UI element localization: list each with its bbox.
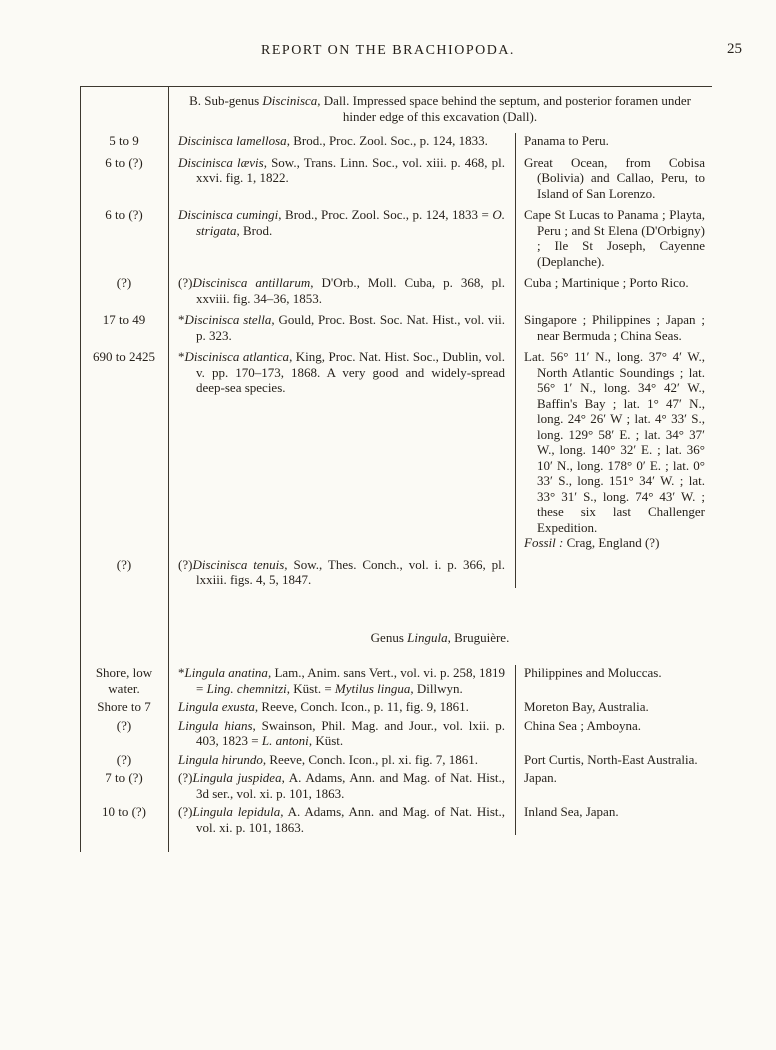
text-segment: Lat. 56° 11′ N., long. 37° 4′ W., North Atlantic Soundings ; lat. 56° 1′ N., long. 34° 42′ W., Baffin's Bay ; lat. 1° 47′ N., long. 24° 26′ W ; lat. 4° 33′ S., long. 129° 58′ E. ; lat. 34° 37′ W., long. 140° 32′ E. ; lat. 36° 10′ N., long. 178° 0′ E. ; lat. 0° 33′ S., long. 151° 34′ W. ; lat. 33° 31′ S., long. 74° 43′ W. ; these six last Challenger Expedition. [524,349,705,535]
description-text [178,699,505,715]
text-segment: , A. Adams, Ann. and Mag. of Nat. Hist., 3d ser., vol. xi. p. 101, 1863. [196,770,505,801]
text-segment: * [178,312,185,327]
table-row [80,133,712,149]
description-cell [168,557,515,588]
locality-text [524,718,705,734]
text-segment: , Küst. [308,733,344,748]
text-segment: , A. Adams, Ann. and Mag. of Nat. Hist., vol. xi. p. 101, 1863. [196,804,505,835]
table-row [80,155,712,202]
locality-cell [515,804,712,835]
locality-text [524,804,705,820]
description-cell [168,133,515,149]
text-segment: , Brod., Proc. Zool. Soc., p. 124, 1833 = [278,207,493,222]
locality-text [524,752,705,768]
text-segment: Lingula lepidula [192,804,281,819]
locality-text [524,535,705,551]
table-row [80,557,712,588]
text-segment: Fossil : [524,535,564,550]
table-row [80,207,712,269]
description-text [178,770,505,801]
text-segment: Discinisca lamellosa [178,133,287,148]
locality-cell [515,699,712,715]
locality-text [524,665,705,681]
description-text [178,804,505,835]
locality-text [524,770,705,786]
locality-text [524,133,705,149]
description-cell [168,275,515,306]
text-segment: , Gould, Proc. Bost. Soc. Nat. Hist., vol. vii. p. 323. [196,312,506,343]
locality-text [524,699,705,715]
page-number: 25 [727,41,742,57]
text-segment: Lingula [407,629,448,645]
text-segment: , Dillwyn. [410,680,463,696]
description-text [178,752,505,768]
text-segment: , Bruguière. [447,629,510,645]
table-row [80,312,712,343]
description-cell [168,207,515,269]
text-segment: Discinisca stella [184,312,272,327]
depth-cell: 6 to (?) [105,207,143,222]
description-text [178,557,505,588]
table-row [80,770,712,801]
text-segment: Discinisca cumingi [178,207,279,222]
depth-cell: Shore, low water. [95,665,153,696]
depth-cell: 690 to 2425 [92,349,156,364]
text-segment: Japan. [524,770,557,785]
locality-cell [515,557,712,588]
table-row [80,699,712,715]
text-segment: Inland Sea, Japan. [524,804,619,819]
description-cell [168,718,515,749]
locality-column-divider [515,665,516,835]
text-segment: (?) [178,770,193,785]
locality-cell [515,665,712,696]
locality-text [524,207,705,269]
locality-cell [515,718,712,749]
text-segment: Discinisca [262,93,318,108]
description-cell [168,665,515,696]
description-text [178,207,505,238]
text-segment: Crag, England (?) [563,535,660,550]
text-segment: Lingula hians [178,717,253,733]
text-segment: , Reeve, Conch. Icon., pl. xi. fig. 7, 1861. [262,751,479,767]
text-segment: (?) [178,804,193,819]
text-segment: * [178,349,185,364]
text-segment: Discinisca tenuis [192,556,285,572]
description-cell [168,752,515,768]
description-text [178,718,505,749]
genus-heading [168,594,712,666]
text-segment: * [178,665,185,680]
locality-cell [515,133,712,149]
description-text [178,155,505,186]
text-segment: Cape St Lucas to Panama ; Playta, Peru ; and St Elena (D'Orbigny) ; Ile St Joseph, Cayenne (Deplanche). [524,207,705,269]
text-segment: Lingula juspidea [192,770,282,785]
locality-cell [515,207,712,269]
text-segment: , Reeve, Conch. Icon., p. 11, fig. 9, 1861. [254,699,469,714]
text-segment: Ling. chemnitzi [206,680,287,696]
locality-cell [515,770,712,801]
text-segment: Panama to Peru. [524,133,609,148]
text-segment: B. Sub-genus [189,93,263,108]
text-segment: Cuba ; Martinique ; Porto Rico. [524,275,689,290]
depth-cell: 17 to 49 [102,312,146,327]
depth-cell: 6 to (?) [105,154,143,170]
description-cell [168,349,515,551]
table-body [80,133,712,835]
locality-text [524,275,705,291]
table-row [80,349,712,551]
text-segment: Singapore ; Philippines ; Japan ; near Bermuda ; China Seas. [524,312,705,343]
locality-cell [515,312,712,343]
text-segment: , King, Proc. Nat. Hist. Soc., Dublin, vol. v. pp. 170–173, 1868. A very good and widely-spread deep-sea species. [196,349,505,395]
locality-cell [515,155,712,202]
locality-text [524,312,705,343]
locality-cell [515,752,712,768]
text-segment: , Dall. Impressed space behind the septum, and posterior foramen under hinder edge of this excavation (Dall). [317,93,691,124]
depth-cell: (?) [116,556,132,572]
locality-column-divider [515,133,516,588]
depth-cell: 7 to (?) [105,770,143,785]
description-text [178,275,505,306]
text-segment: , Küst. = [286,680,335,696]
text-segment: (?) [178,275,193,290]
description-cell [168,312,515,343]
text-segment: L. antoni [261,733,309,748]
table-row [80,275,712,306]
running-head: REPORT ON THE BRACHIOPODA. [261,43,515,58]
depth-cell: Shore to 7 [97,699,151,714]
text-segment: (?) [178,556,193,572]
text-segment: Discinisca lævis [178,154,264,170]
section-rows [80,133,712,588]
text-segment: Discinisca atlantica [184,349,290,364]
text-segment: Moreton Bay, Australia. [524,699,649,714]
species-table [80,86,712,852]
depth-cell: 10 to (?) [101,804,147,819]
text-segment: Port Curtis, North-East Australia. [524,751,698,767]
text-segment: Great Ocean, from Cobisa (Bolivia) and Callao, Peru, to Island of San Lorenzo. [524,154,705,201]
description-cell [168,699,515,715]
depth-cell: (?) [116,275,132,290]
text-segment: Lingula hirundo [178,751,263,767]
description-cell [168,155,515,202]
text-segment: Lingula anatina [184,665,268,680]
description-text [178,133,505,149]
depth-cell: 5 to 9 [109,133,139,148]
description-cell [168,804,515,835]
description-text [178,349,505,396]
subgenus-heading [168,87,712,133]
text-segment: O. strigata [196,207,505,238]
text-segment: , Brod. [236,222,273,238]
text-segment: , Brod., Proc. Zool. Soc., p. 124, 1833. [286,133,488,148]
text-segment: China Sea ; Amboyna. [524,717,641,733]
text-segment: , Lam., Anim. sans Vert., vol. vi. p. 258, 1819 = [196,665,505,696]
text-segment: , Sow., Trans. Linn. Soc., vol. xiii. p. 468, pl. xxvi. fig. 1, 1822. [196,154,505,185]
table-row [80,804,712,835]
text-segment: Discinisca antillarum [192,275,311,290]
table-row [80,665,712,696]
text-segment: , Sow., Thes. Conch., vol. i. p. 366, pl. lxxiii. figs. 4, 5, 1847. [196,556,505,587]
text-segment: , D'Orb., Moll. Cuba, p. 368, pl. xxviii. fig. 34–36, 1853. [196,275,505,306]
text-segment: Mytilus lingua [334,680,411,696]
table-row [80,752,712,768]
description-text [178,665,505,696]
description-cell [168,770,515,801]
text-segment: Philippines and Moluccas. [524,665,662,680]
section-rows [80,665,712,835]
locality-text [524,349,705,535]
depth-cell: (?) [116,717,132,733]
locality-cell [515,349,712,551]
depth-cell: (?) [116,751,132,767]
table-row [80,718,712,749]
locality-text [524,155,705,202]
text-segment: , Swainson, Phil. Mag. and Jour., vol. lxii. p. 403, 1823 = [196,717,506,748]
description-text [178,312,505,343]
text-segment: Lingula exusta [178,699,255,714]
locality-cell [515,275,712,306]
text-segment: Genus [370,629,408,645]
